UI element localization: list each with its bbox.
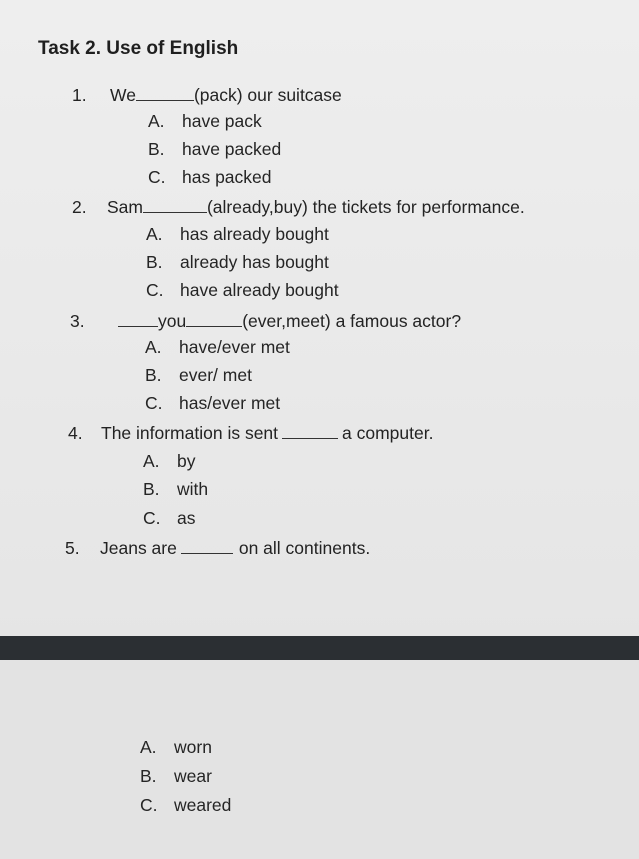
divider-bar bbox=[0, 636, 639, 660]
question-2-option-c bbox=[146, 280, 339, 301]
answer-blank bbox=[136, 84, 194, 101]
option-text: already has bought bbox=[180, 252, 329, 272]
question-5-option-a bbox=[140, 737, 212, 758]
option-text: worn bbox=[174, 737, 212, 757]
answer-blank bbox=[282, 422, 338, 439]
option-letter: A. bbox=[148, 111, 165, 131]
question-4 bbox=[68, 422, 433, 444]
question-text-after: on all continents. bbox=[238, 538, 371, 558]
answer-blank bbox=[118, 310, 158, 327]
answer-blank bbox=[143, 196, 207, 213]
option-text: wear bbox=[174, 766, 212, 786]
option-text: has/ever met bbox=[179, 393, 281, 413]
option-letter: B. bbox=[143, 479, 160, 499]
option-text: have packed bbox=[182, 139, 282, 159]
question-4-option-a bbox=[143, 451, 195, 472]
option-text: with bbox=[177, 479, 209, 499]
page-title: Task 2. Use of English bbox=[38, 38, 239, 59]
option-text: has already bought bbox=[180, 224, 329, 244]
option-letter: A. bbox=[140, 737, 157, 757]
option-text: weared bbox=[174, 795, 232, 815]
question-text-before: Jeans are bbox=[100, 538, 177, 558]
lower-section bbox=[0, 660, 639, 859]
option-text: has packed bbox=[182, 167, 272, 187]
option-text: have already bought bbox=[180, 280, 339, 300]
question-text-before: Sam bbox=[107, 197, 143, 217]
question-2 bbox=[72, 196, 525, 218]
question-number: 1. bbox=[72, 85, 87, 105]
option-letter: C. bbox=[143, 508, 161, 528]
question-text-after: (ever,meet) a famous actor? bbox=[242, 311, 462, 331]
question-number: 2. bbox=[72, 197, 87, 217]
question-number: 3. bbox=[70, 311, 85, 331]
question-number: 5. bbox=[65, 538, 80, 558]
answer-blank bbox=[186, 310, 242, 327]
question-3-option-b bbox=[145, 365, 252, 386]
question-5-option-c bbox=[140, 795, 231, 816]
question-5-option-b bbox=[140, 766, 212, 787]
question-2-option-a bbox=[146, 224, 329, 245]
option-letter: C. bbox=[146, 280, 164, 300]
answer-blank bbox=[181, 537, 233, 554]
option-letter: C. bbox=[140, 795, 158, 815]
question-5 bbox=[65, 537, 370, 559]
option-letter: A. bbox=[145, 337, 162, 357]
question-text-after: (already,buy) the tickets for performance. bbox=[206, 197, 525, 217]
question-4-option-c bbox=[143, 508, 195, 529]
question-1-option-c bbox=[148, 167, 272, 188]
option-letter: B. bbox=[140, 766, 157, 786]
option-text: by bbox=[177, 451, 196, 471]
question-number: 4. bbox=[68, 423, 83, 443]
option-letter: B. bbox=[148, 139, 165, 159]
question-text-before: The information is sent bbox=[101, 423, 279, 443]
option-letter: B. bbox=[146, 252, 163, 272]
question-1 bbox=[72, 84, 342, 106]
option-letter: A. bbox=[146, 224, 163, 244]
question-3-option-a bbox=[145, 337, 290, 358]
option-text: have pack bbox=[182, 111, 262, 131]
question-3 bbox=[70, 310, 461, 332]
option-text: as bbox=[177, 508, 196, 528]
question-text-before: We bbox=[110, 85, 136, 105]
question-1-option-b bbox=[148, 139, 281, 160]
question-text-after: a computer. bbox=[342, 423, 434, 443]
question-2-option-b bbox=[146, 252, 329, 273]
question-1-option-a bbox=[148, 111, 262, 132]
question-text-after: (pack) our suitcase bbox=[193, 85, 342, 105]
option-letter: A. bbox=[143, 451, 160, 471]
option-letter: C. bbox=[145, 393, 163, 413]
question-4-option-b bbox=[143, 479, 208, 500]
question-text-middle: you bbox=[158, 311, 187, 331]
question-3-option-c bbox=[145, 393, 280, 414]
option-letter: C. bbox=[148, 167, 166, 187]
option-letter: B. bbox=[145, 365, 162, 385]
option-text: have/ever met bbox=[179, 337, 290, 357]
option-text: ever/ met bbox=[179, 365, 252, 385]
